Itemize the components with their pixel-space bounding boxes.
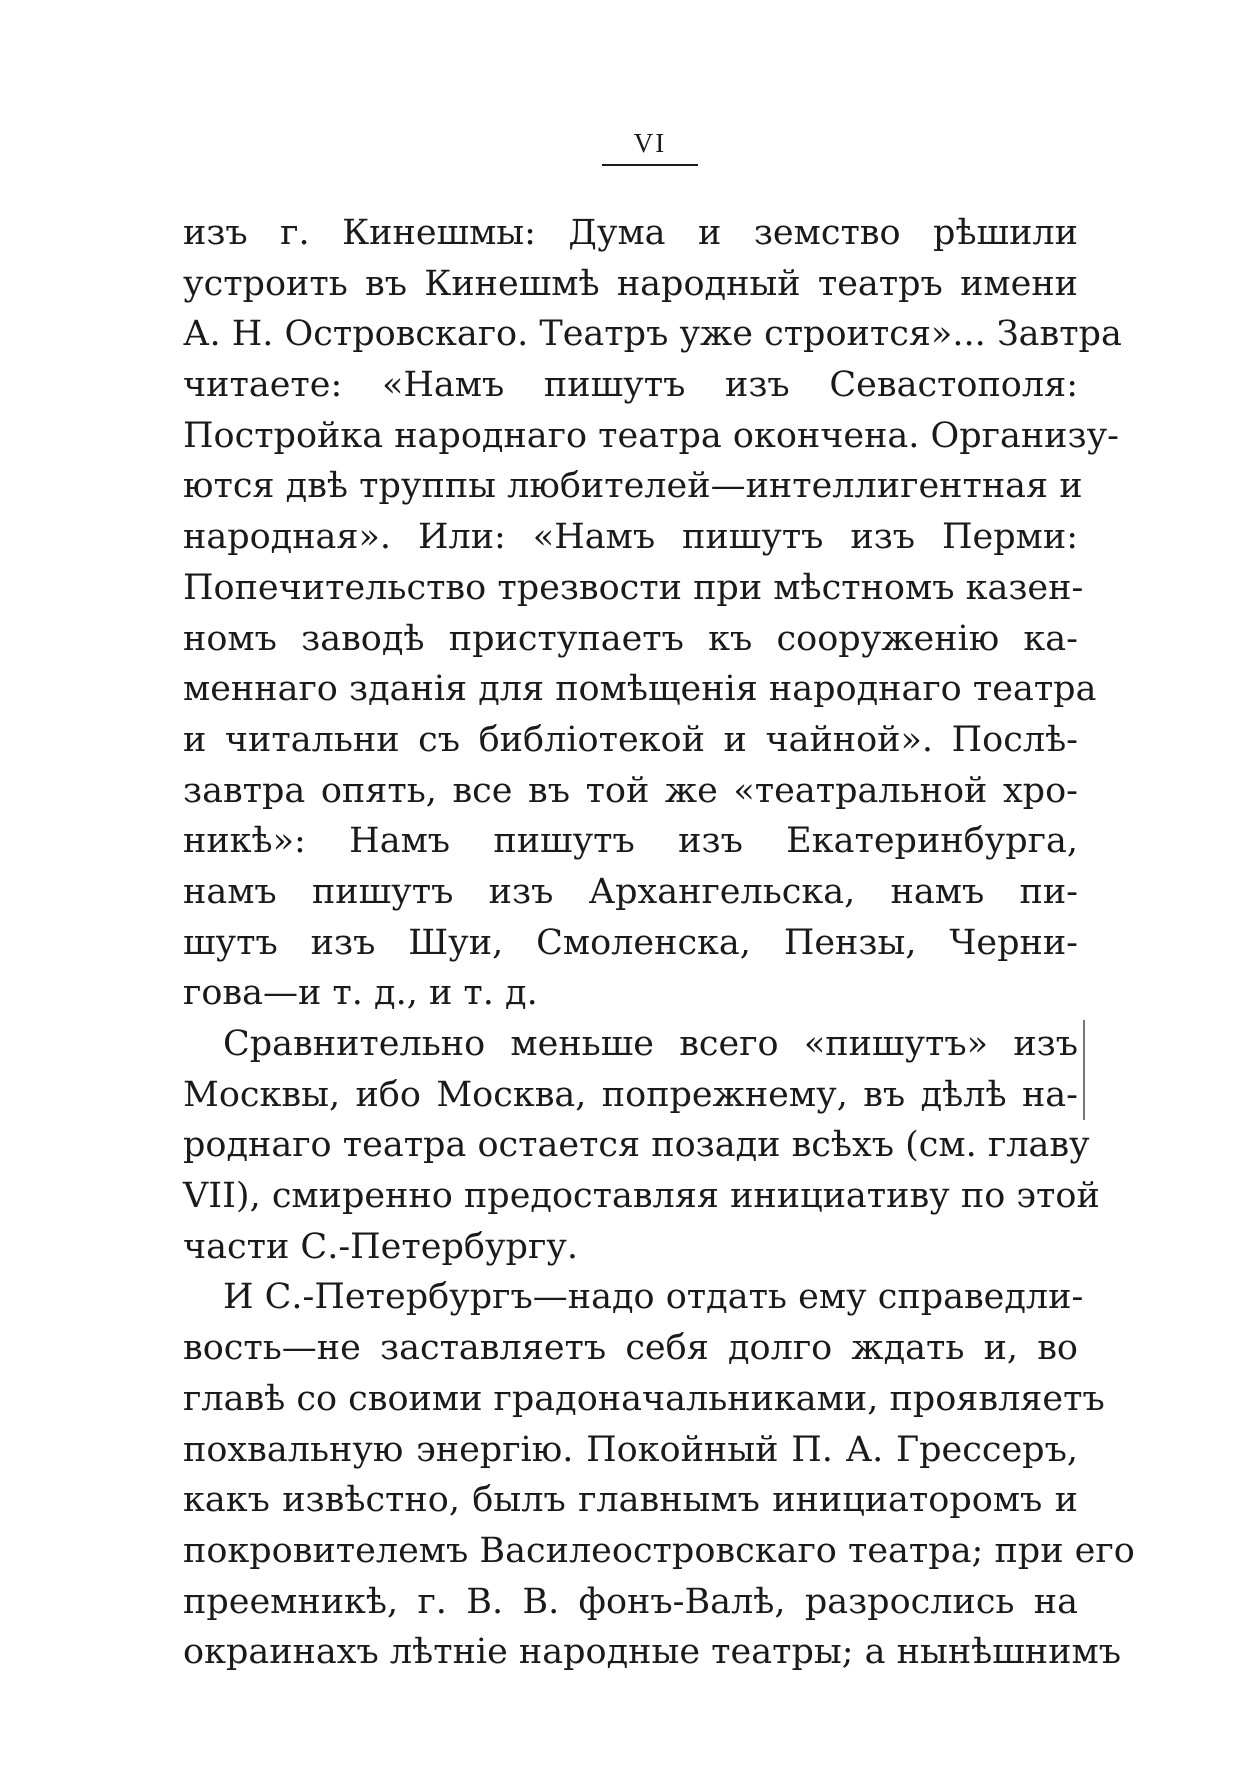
text-line: читаете: «Намъ пишутъ изъ Севастополя: [183, 365, 1078, 406]
text-line: завтра опять, все въ той же «театральной хро- [183, 770, 1078, 811]
page-number: VI [633, 128, 667, 158]
text-line: VII), смиренно предоставляя инициативу по этой [183, 1176, 1100, 1217]
text-line: никѣ»: Намъ пишутъ изъ Екатеринбурга, [183, 821, 1078, 862]
text-line: ются двѣ труппы любителей—интеллигентная и [183, 466, 1083, 507]
text-line: народная». Или: «Намъ пишутъ изъ Перми: [183, 517, 1078, 558]
text-line: Москвы, ибо Москва, попрежнему, въ дѣлѣ на- [183, 1074, 1078, 1115]
text-line: изъ г. Кинешмы: Дума и земство рѣшили [183, 213, 1078, 253]
text-line: гова—и т. д., и т. д. [183, 973, 538, 1014]
text-line: И С.-Петербургъ—надо отдать ему справедли- [223, 1277, 1084, 1318]
text-line: Сравнительно меньше всего «пишутъ» изъ [223, 1024, 1078, 1064]
body-text [183, 208, 1135, 1678]
text-line: шутъ изъ Шуи, Смоленска, Пензы, Черни- [183, 922, 1078, 963]
margin-mark [1083, 1020, 1085, 1120]
page-header [590, 128, 710, 166]
text-line: роднаго театра остается позади всѣхъ (см. главу [183, 1125, 1090, 1166]
text-line: Постройка народнаго театра окончена. Организу- [183, 415, 1119, 456]
text-line: А. Н. Островскаго. Театръ уже строится»... Завтра [183, 314, 1122, 355]
text-line: окраинахъ лѣтніе народные театры; а нынѣшнимъ [183, 1632, 1121, 1673]
text-line: меннаго зданія для помѣщенія народнаго театра [183, 669, 1097, 710]
text-line: части С.-Петербургу. [183, 1226, 578, 1267]
text-line: Попечительство трезвости при мѣстномъ казен- [183, 567, 1084, 608]
text-line: и читальни съ библіотекой и чайной». Послѣ- [183, 719, 1078, 760]
text-line: номъ заводѣ приступаетъ къ сооруженію ка- [183, 618, 1078, 659]
text-line: намъ пишутъ изъ Архангельска, намъ пи- [183, 871, 1078, 912]
text-line: главѣ со своими градоначальниками, проявляетъ [183, 1378, 1105, 1419]
text-line: какъ извѣстно, былъ главнымъ инициаторомъ и [183, 1480, 1078, 1521]
text-line: преемникѣ, г. В. В. фонъ-Валѣ, разрослись на [183, 1581, 1078, 1622]
text-line: покровителемъ Василеостровскаго театра; при его [183, 1530, 1135, 1571]
header-rule [602, 164, 698, 166]
text-line: вость—не заставляетъ себя долго ждать и, во [183, 1328, 1078, 1369]
text-line: похвальную энергію. Покойный П. А. Грессеръ, [183, 1429, 1078, 1470]
text-line: устроить въ Кинешмѣ народный театръ имени [183, 263, 1078, 304]
